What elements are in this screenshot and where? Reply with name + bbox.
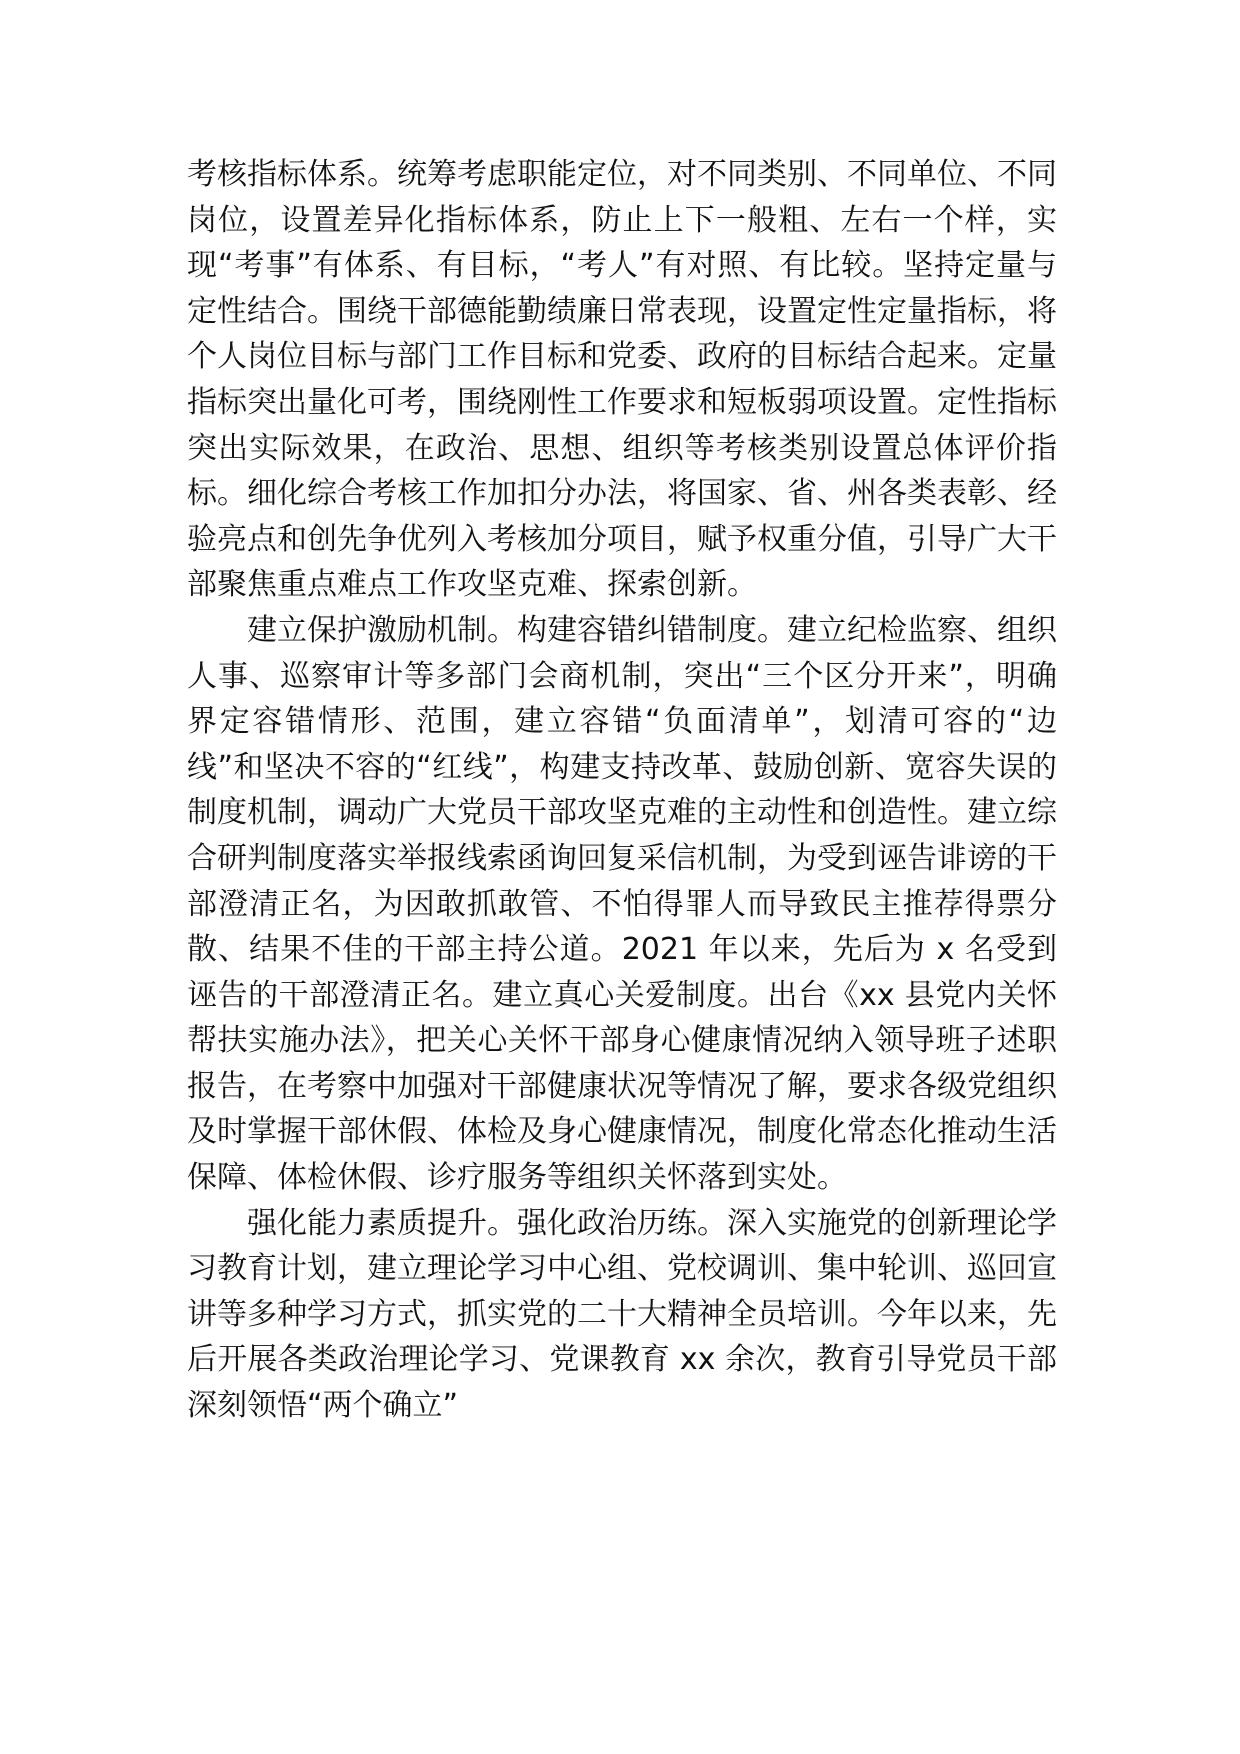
paragraph-assessment-indicators: 考核指标体系。统筹考虑职能定位，对不同类别、不同单位、不同岗位，设置差异化指标体系，防止上下一般粗、左右一个样，实现“考事”有体系、有目标，“考人”有对照、有比较。坚持定量与定性结合。围绕干部德能勤绩廉日常表现，设置定性定量指标，将个人岗位目标与部门工作目标和党委、政府的目标结合起来。定量指标突出量化可考，围绕刚性工作要求和短板弱项设置。定性指标突出实际效果，在政治、思想、组织等考核类别设置总体评价指标。细化综合考核工作加扣分办法，将国家、省、州各类表彰、经验亮点和创先争优列入考核加分项目，赋予权重分值，引导广大干部聚焦重点难点工作攻坚克难、探索创新。 [187,157,1057,603]
paragraph-capability-improvement: 强化能力素质提升。强化政治历练。深入实施党的创新理论学习教育计划，建立理论学习中心组、党校调训、集中轮训、巡回宣讲等多种学习方式，抓实党的二十大精神全员培训。今年以来，先后开展各类政治理论学习、党课教育 xx 余次，教育引导党员干部深刻领悟“两个确立” [187,1205,1057,1424]
paragraph-protection-incentive: 建立保护激励机制。构建容错纠错制度。建立纪检监察、组织人事、巡察审计等多部门会商机制，突出“三个区分开来”，明确界定容错情形、范围，建立容错“负面清单”，划清可容的“边线”和坚决不容的“红线”，构建支持改革、鼓励创新、宽容失误的制度机制，调动广大党员干部攻坚克难的主动性和创造性。建立综合研判制度落实举报线索函询回复采信机制，为受到诬告诽谤的干部澄清正名，为因敢抓敢管、不怕得罪人而导致民主推荐得票分散、结果不佳的干部主持公道。2021 年以来，先后为 x 名受到诬告的干部澄清正名。建立真心关爱制度。出台《xx 县党内关怀帮扶实施办法》，把关心关怀干部身心健康情况纳入领导班子述职报告，在考察中加强对干部健康状况等情况了解，要求各级党组织及时掌握干部休假、体检及身心健康情况，制度化常态化推动生活保障、体检休假、诊疗服务等组织关怀落到实处。 [187,612,1057,1196]
document-body [187,152,1057,1429]
